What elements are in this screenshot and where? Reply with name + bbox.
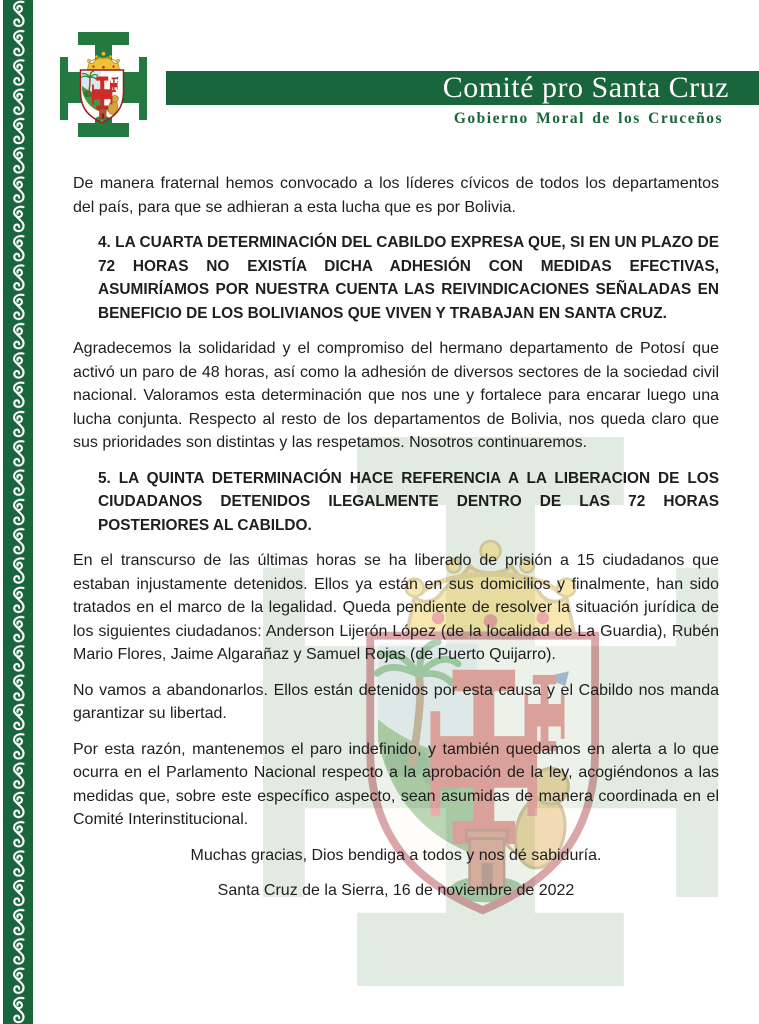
header-banner: [166, 71, 759, 105]
paragraph-9: Santa Cruz de la Sierra, 16 de noviembre de 2022: [217, 882, 575, 899]
document-body: [73, 172, 719, 915]
ornamental-border: [3, 0, 33, 1024]
paragraph-4: 5. LA QUINTA DETERMINACIÓN HACE REFERENCIA A LA LIBERACION DE LOS CIUDADANOS DETENIDOS ILEGALMENTE DENTRO DE LAS 72 HORAS POSTERIORES AL CABILDO.: [98, 469, 719, 534]
paragraph-6: No vamos a abandonarlos. Ellos están detenidos por esta causa y el Cabildo nos manda garantizar su libertad.: [73, 681, 719, 722]
crest-icon: [81, 52, 124, 123]
org-title: Comité pro Santa Cruz: [442, 71, 729, 104]
paragraph-1: De manera fraternal hemos convocado a los líderes cívicos de todos los departamentos del país, para que se adhieran a esta lucha que es por Bolivia.: [73, 175, 719, 216]
paragraph-7: Por esta razón, mantenemos el paro indefinido, y también quedamos en alerta a lo que ocurra en el Parlamento Nacional respecto a la aprobación de la ley, acogiéndonos a las medidas que, sobre este específico aspecto, sean asumidas de manera coordinada en el Comité Interinstitucional.: [73, 740, 719, 828]
paragraph-5: En el transcurso de las últimas horas se ha liberado de prisión a 15 ciudadanos que estaban injustamente detenidos. Ellos ya están en sus domicilios y finalmente, han sido tratados en el marco de la legalidad. Queda pendiente de resolver la situación jurídica de los siguientes ciudadanos: Anderson Lijerón López (de la localidad de La Guardia), Rubén Mario Flores, Jaime Algarañaz y Samuel Rojas (de Puerto Quijarro).: [73, 552, 719, 663]
scroll-pattern: [3, 0, 33, 1024]
paragraph-8: Muchas gracias, Dios bendiga a todos y nos dé sabiduría.: [190, 846, 602, 864]
comite-logo: [60, 32, 147, 137]
paragraph-3: Agradecemos la solidaridad y el compromiso del hermano departamento de Potosí que activó un paro de 48 horas, así como la adhesión de diversos sectores de la sociedad civil nacional. Valoramos esta determinación que nos une y fortalece para encarar luego una lucha conjunta. Respecto al resto de los departamentos de Bolivia, nos queda claro que sus prioridades son distintas y las respetamos. Nosotros continuaremos.: [73, 340, 719, 451]
paragraph-2: 4. LA CUARTA DETERMINACIÓN DEL CABILDO EXPRESA QUE, SI EN UN PLAZO DE 72 HORAS NO EXISTÍA DICHA ADHESIÓN CON MEDIDAS EFECTIVAS, ASUMIRÍAMOS POR NUESTRA CUENTA LAS REIVINDICACIONES SEÑALADAS EN BENEFICIO DE LOS BOLIVIANOS QUE VIVEN Y TRABAJAN EN SANTA CRUZ.: [98, 234, 719, 322]
org-subtitle: Gobierno Moral de los Cruceños: [453, 110, 723, 127]
